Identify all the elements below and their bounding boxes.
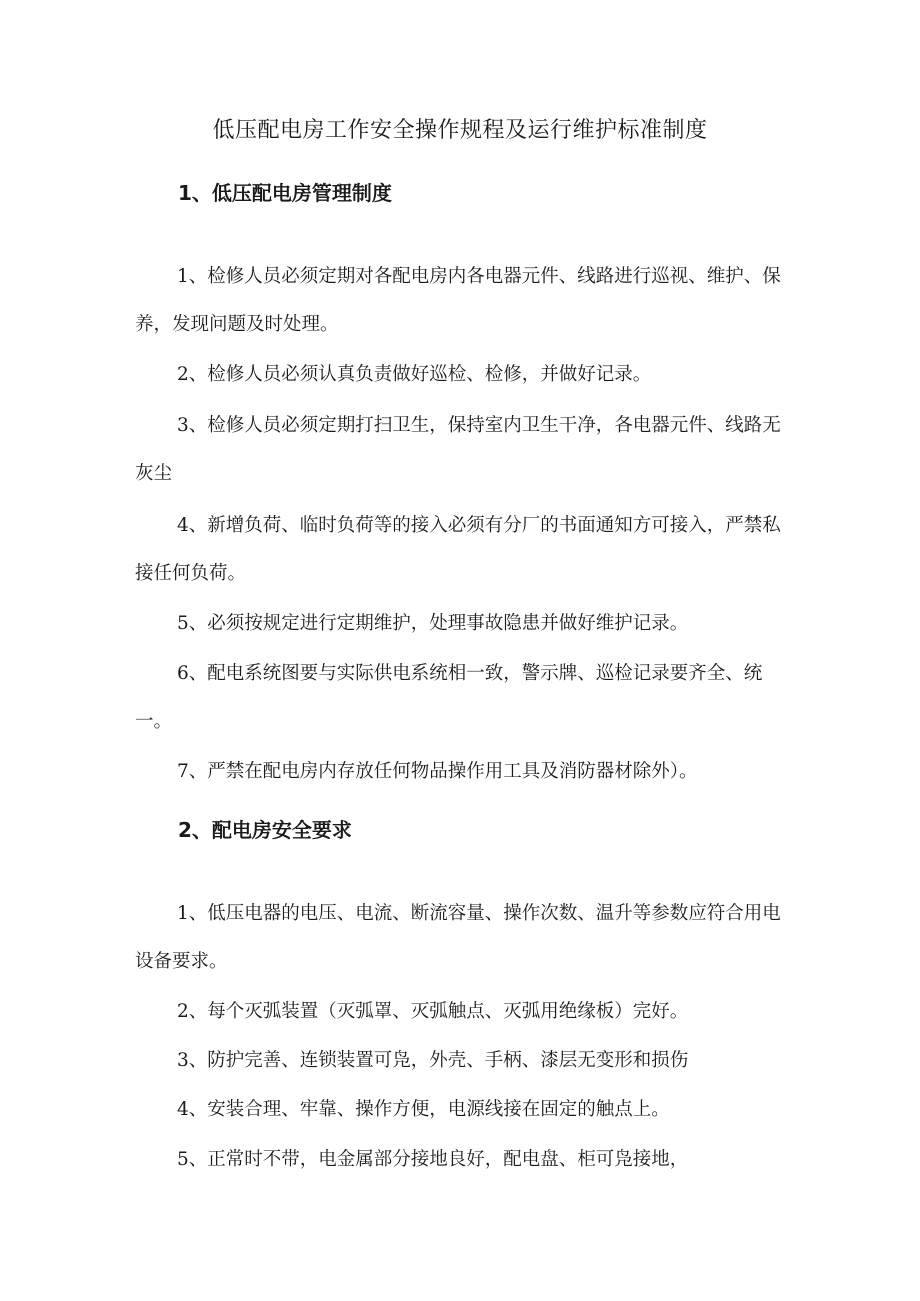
section-1-item-7: 7、严禁在配电房内存放任何物品操作用工具及消防器材除外）。 — [177, 761, 698, 782]
section-2-item-4: 4、安装合理、牢靠、操作方便，电源线接在固定的触点上。 — [177, 1099, 670, 1120]
section-2-item-1: 1、低压电器的电压、电流、断流容量、操作次数、温升等参数应符合用电设备要求。 — [135, 903, 781, 972]
section-heading-2: 2、配电房安全要求 — [178, 818, 352, 842]
section-1-item-1: 1、检修人员必须定期对各配电房内各电器元件、线路进行巡视、维护、保养，发现问题及时处理。 — [135, 266, 781, 335]
section-2-item-2: 2、每个灭弧装置（灭弧罩、灭弧触点、灭弧用绝缘板）完好。 — [177, 1001, 689, 1022]
section-1-item-2: 2、检修人员必须认真负责做好巡检、检修，并做好记录。 — [177, 364, 652, 385]
section-2-item-5: 5、正常时不带，电金属部分接地良好，配电盘、柜可凫接地， — [177, 1149, 689, 1170]
document-title: 低压配电房工作安全操作规程及运行维护标准制度 — [212, 118, 708, 143]
section-1-item-5: 5、必须按规定进行定期维护，处理事故隐患并做好维护记录。 — [177, 613, 689, 634]
section-heading-1: 1、低压配电房管理制度 — [178, 181, 392, 205]
section-2-item-3: 3、防护完善、连锁装置可凫，外壳、手柄、漆层无变形和损伤 — [177, 1050, 689, 1071]
section-1-item-6: 6、配电系统图要与实际供电系统相一致，警示牌、巡检记录要齐全、统一。 — [135, 663, 763, 732]
section-1-item-4: 4、新增负荷、临时负荷等的接入必须有分厂的书面通知方可接入，严禁私接任何负荷。 — [135, 515, 781, 584]
section-1-item-3: 3、检修人员必须定期打扫卫生，保持室内卫生干净，各电器元件、线路无灰尘 — [135, 415, 781, 484]
